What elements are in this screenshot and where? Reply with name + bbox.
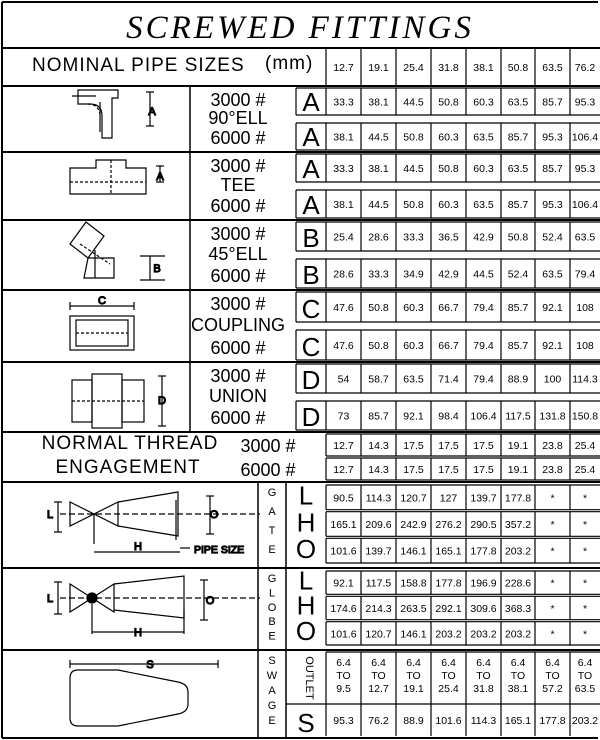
table-cell: 158.8 [400, 577, 427, 590]
table-cell: 63.5 [507, 96, 529, 109]
row-dimension-letter: A [302, 190, 320, 220]
valve-name-letter: T [268, 525, 276, 537]
valve-name-letter: A [268, 506, 276, 518]
table-cell: 95.3 [574, 163, 596, 175]
swage-name-letter: A [268, 685, 276, 697]
valve-name-letter: L [268, 587, 276, 600]
pipe-size-label: PIPE SIZE [194, 544, 245, 556]
table-cell: 263.5 [400, 603, 427, 615]
table-cell: 23.8 [542, 464, 563, 476]
table-cell: * [550, 492, 555, 505]
swage-outlet-cell: 57.2 [542, 683, 563, 695]
table-cell: 127 [439, 492, 458, 505]
swage-name-letter: S [268, 655, 276, 667]
valve-dimension-letter: O [295, 616, 317, 646]
table-cell: 60.3 [473, 163, 494, 175]
table-cell: 131.8 [539, 410, 566, 423]
fitting-name: UNION [209, 386, 267, 406]
table-cell: 34.9 [403, 268, 424, 281]
table-cell: 165.1 [435, 545, 462, 558]
table-cell: * [582, 519, 588, 531]
thread-label-1: NORMAL THREAD [41, 433, 219, 454]
table-cell: 95.3 [333, 715, 354, 727]
table-cell: 203.2 [470, 628, 497, 641]
table-cell: 33.3 [403, 231, 424, 244]
table-cell: * [550, 603, 555, 615]
table-cell: 63.5 [507, 163, 529, 175]
swage-outlet-cell: TO [577, 670, 593, 682]
swage-outlet-cell: TO [371, 670, 386, 682]
fitting-rating-3000: 3000 # [210, 156, 266, 176]
gate-h-label: H [134, 541, 142, 553]
table-cell: 368.3 [504, 603, 532, 615]
table-cell: 25.4 [574, 440, 596, 452]
fitting-rating-3000: 3000 # [210, 224, 266, 244]
table-cell: 92.1 [403, 410, 424, 423]
table-cell: 79.4 [473, 340, 494, 352]
table-cell: 63.5 [574, 231, 596, 244]
table-cell: 228.6 [504, 577, 532, 590]
nominal-size: 38.1 [473, 62, 494, 74]
swage-outlet-cell: 6.4 [510, 657, 526, 669]
swage-name-letter: G [267, 700, 277, 712]
union-dim-label: D [158, 395, 166, 407]
nominal-size: 76.2 [574, 62, 596, 74]
swage-outlet-cell: TO [441, 670, 456, 682]
table-cell: 38.1 [333, 199, 354, 211]
row-dimension-letter: B [302, 223, 320, 253]
table-cell: 203.2 [435, 628, 462, 641]
table-cell: 139.7 [365, 545, 392, 558]
elbow-45-icon [70, 222, 165, 280]
table-cell: 52.4 [542, 231, 563, 244]
table-cell: 12.7 [333, 440, 354, 452]
valve-name-letter: B [268, 616, 276, 629]
table-cell: 85.7 [507, 199, 529, 211]
swage-outlet-cell: 9.5 [336, 683, 351, 695]
table-cell: 196.9 [470, 577, 497, 590]
table-cell: 50.8 [368, 302, 389, 314]
table-cell: * [582, 603, 588, 615]
table-cell: 146.1 [400, 628, 427, 641]
table-cell: 177.8 [470, 545, 497, 558]
fitting-rating-3000: 3000 # [210, 294, 266, 314]
table-cell: 60.3 [403, 340, 424, 352]
table-cell: 25.4 [574, 464, 596, 476]
table-cell: 117.5 [365, 577, 392, 590]
table-cell: * [550, 545, 555, 558]
swage-outlet-cell: 12.7 [368, 683, 389, 695]
row-dimension-letter: D [301, 402, 321, 432]
table-cell: 60.3 [438, 199, 459, 211]
nominal-size: 12.7 [333, 62, 354, 74]
swage-outlet-cell: 6.4 [406, 657, 421, 669]
table-cell: 73 [337, 410, 350, 423]
swage-outlet-cell: 6.4 [336, 657, 351, 669]
swage-outlet-cell: 19.1 [403, 683, 424, 695]
elbow-90-dim-label: A [148, 106, 156, 118]
thread-rating: 3000 # [240, 436, 296, 456]
swage-outlet-cell: TO [545, 670, 560, 682]
table-cell: 63.5 [403, 373, 424, 386]
fitting-rating-6000: 6000 # [210, 128, 266, 148]
table-cell: 101.6 [330, 545, 357, 558]
swage-outlet-cell: 25.4 [438, 683, 459, 695]
table-cell: 85.7 [507, 340, 529, 352]
table-cell: 60.3 [403, 302, 424, 314]
table-cell: 309.6 [470, 603, 497, 615]
table-cell: 50.8 [438, 96, 459, 109]
table-cell: 108 [576, 340, 594, 352]
nominal-size: 50.8 [507, 62, 529, 74]
table-cell: 92.1 [333, 577, 354, 590]
table-cell: 50.8 [507, 231, 529, 244]
table-cell: * [582, 545, 588, 558]
table-cell: 357.2 [504, 519, 532, 531]
table-cell: 50.8 [438, 163, 459, 175]
coupling-dim-label: C [98, 295, 106, 307]
table-cell: 98.4 [438, 410, 459, 423]
table-cell: 50.8 [403, 131, 424, 144]
table-cell: 203.2 [504, 545, 532, 558]
nominal-sizes-label: NOMINAL PIPE SIZES [32, 55, 245, 76]
swage-outlet-cell: 31.8 [473, 683, 494, 695]
swage-outlet-cell: 6.4 [441, 657, 456, 669]
swage-outlet-cell: 38.1 [507, 683, 529, 695]
table-cell: 50.8 [368, 340, 389, 352]
table-cell: * [582, 577, 588, 590]
table-cell: 101.6 [435, 715, 462, 727]
table-cell: 33.3 [368, 268, 389, 281]
table-cell: 117.5 [505, 410, 531, 423]
table-cell: 242.9 [400, 519, 427, 531]
table-cell: 38.1 [333, 131, 354, 144]
table-cell: 17.5 [473, 440, 494, 452]
table-cell: * [550, 519, 555, 531]
table-cell: 17.5 [438, 440, 459, 452]
swage-outlet-cell: 6.4 [577, 657, 593, 669]
swage-icon [70, 660, 218, 726]
tee-dim-label: A [156, 171, 164, 183]
swage-outlet-cell: TO [476, 670, 491, 682]
table-cell: 88.9 [403, 715, 424, 727]
table-cell: 165.1 [330, 519, 357, 531]
table-cell: 47.6 [333, 340, 354, 352]
tee-icon [70, 160, 164, 194]
table-cell: 114.3 [572, 373, 598, 386]
table-cell: 42.9 [473, 231, 494, 244]
table-cell: 14.3 [368, 440, 389, 452]
valve-dimension-letter: L [298, 480, 314, 511]
table-cell: 203.2 [504, 628, 532, 641]
table-cell: 209.6 [365, 519, 392, 531]
swage-outlet-cell: 6.4 [371, 657, 386, 669]
valve-name-letter: E [268, 630, 276, 643]
row-dimension-letter: A [302, 122, 320, 152]
table-cell: 17.5 [438, 464, 459, 476]
table-cell: 85.7 [542, 163, 563, 175]
table-cell: 63.5 [542, 268, 563, 281]
valve-name-letter: G [267, 573, 277, 585]
swage-outlet-cell: TO [336, 670, 351, 682]
table-cell: 85.7 [368, 410, 389, 423]
table-cell: 90.5 [333, 492, 354, 505]
table-cell: * [550, 628, 555, 641]
fitting-rating-6000: 6000 # [210, 408, 266, 428]
row-dimension-letter: C [301, 294, 321, 324]
thread-label-2: ENGAGEMENT [55, 457, 201, 478]
swage-name-letter: W [266, 670, 278, 682]
table-cell: 214.3 [365, 603, 392, 615]
table-cell: 63.5 [473, 131, 494, 144]
swage-outlet-cell: TO [510, 670, 526, 682]
valve-name-letter: O [267, 601, 277, 614]
table-cell: 47.6 [333, 302, 354, 314]
table-cell: 60.3 [438, 131, 459, 144]
table-cell: 17.5 [403, 440, 424, 452]
table-cell: 38.1 [368, 96, 389, 109]
valve-dimension-letter: O [295, 534, 317, 564]
nominal-size: 19.1 [368, 62, 389, 74]
table-cell: 63.5 [473, 199, 494, 211]
gate-l-label: L [46, 509, 54, 521]
coupling-icon [70, 302, 134, 350]
table-cell: 120.7 [365, 628, 392, 641]
table-cell: 23.8 [542, 440, 563, 452]
row-dimension-letter: D [301, 365, 321, 395]
table-cell: * [582, 628, 588, 641]
table-cell: 177.8 [539, 715, 566, 727]
table-cell: 28.6 [368, 231, 389, 244]
valve-dimension-letter: L [298, 565, 314, 596]
globe-l-label: L [46, 593, 54, 605]
table-cell: 114.3 [365, 492, 392, 505]
table-cell: 174.6 [330, 603, 357, 615]
table-cell: 95.3 [542, 199, 563, 211]
row-dimension-letter: C [301, 332, 321, 362]
valve-name-letter: G [267, 487, 277, 499]
fitting-rating-3000: 3000 # [210, 90, 266, 110]
table-cell: 33.3 [333, 163, 354, 175]
page-title: SCREWED FITTINGS [126, 10, 474, 46]
table-cell: 50.8 [403, 199, 424, 211]
swage-dim-label: S [146, 659, 154, 671]
nominal-sizes-unit: (mm) [265, 53, 314, 74]
globe-h-label: H [134, 627, 142, 639]
table-cell: 19.1 [507, 440, 529, 452]
table-cell: 88.9 [507, 373, 529, 386]
table-cell: 101.6 [330, 628, 357, 641]
union-icon [72, 374, 166, 428]
table-cell: 79.4 [473, 373, 494, 386]
table-cell: 100 [543, 373, 562, 386]
table-cell: 95.3 [574, 96, 596, 109]
table-cell: 33.3 [333, 96, 354, 109]
table-cell: 106.4 [571, 131, 599, 144]
table-cell: 44.5 [403, 96, 424, 109]
swage-outlet-label: OUTLET [303, 656, 315, 700]
fitting-name: COUPLING [190, 315, 286, 335]
gate-o-label: O [209, 509, 219, 521]
table-cell: 85.7 [507, 131, 529, 144]
table-cell: 292.1 [435, 603, 462, 615]
table-cell: 114.3 [470, 715, 497, 727]
table-cell: 44.5 [403, 163, 424, 175]
table-cell: 14.3 [368, 464, 389, 476]
fitting-name: TEE [220, 175, 256, 195]
elbow-90-icon [72, 90, 154, 138]
table-cell: 44.5 [368, 131, 389, 144]
table-cell: 38.1 [368, 163, 389, 175]
table-cell: 44.5 [473, 268, 494, 281]
thread-rating: 6000 # [240, 460, 296, 480]
nominal-size: 63.5 [542, 62, 563, 74]
nominal-size: 25.4 [403, 62, 424, 74]
table-cell: 85.7 [542, 96, 563, 109]
table-cell: 85.7 [507, 302, 529, 314]
table-cell: 60.3 [473, 96, 494, 109]
table-cell: 203.2 [571, 715, 599, 727]
table-cell: 150.8 [571, 410, 599, 423]
table-cell: 66.7 [438, 340, 459, 352]
swage-outlet-cell: TO [406, 670, 421, 682]
fitting-rating-6000: 6000 # [210, 338, 266, 358]
table-cell: 54 [337, 373, 350, 386]
row-dimension-letter: A [302, 154, 320, 184]
table-cell: 120.7 [400, 492, 427, 505]
table-cell: 12.7 [333, 464, 354, 476]
table-cell: 79.4 [574, 268, 596, 281]
fitting-rating-6000: 6000 # [210, 196, 266, 216]
table-cell: 42.9 [438, 268, 459, 281]
table-cell: 106.4 [470, 410, 497, 423]
table-cell: 44.5 [368, 199, 389, 211]
swage-outlet-cell: 63.5 [574, 683, 596, 695]
table-cell: 92.1 [542, 302, 563, 314]
table-cell: 92.1 [542, 340, 563, 352]
table-cell: 71.4 [438, 373, 459, 386]
table-cell: 177.8 [435, 577, 462, 590]
row-dimension-letter: B [302, 260, 320, 290]
valve-name-letter: E [268, 544, 276, 556]
table-cell: 108 [576, 302, 594, 314]
table-cell: 52.4 [507, 268, 529, 281]
fitting-rating-3000: 3000 # [210, 366, 266, 386]
table-cell: 165.1 [504, 715, 532, 727]
table-cell: 36.5 [438, 231, 459, 244]
swage-name-letter: E [268, 715, 276, 727]
table-cell: * [582, 492, 588, 505]
table-cell: 58.7 [368, 373, 389, 386]
table-cell: 25.4 [333, 231, 354, 244]
table-cell: 76.2 [368, 715, 389, 727]
table-cell: 95.3 [542, 131, 563, 144]
table-cell: 17.5 [473, 464, 494, 476]
globe-valve-icon [54, 576, 260, 634]
table-cell: 106.4 [571, 199, 599, 211]
table-cell: 17.5 [403, 464, 424, 476]
swage-s-letter: S [297, 708, 315, 738]
table-cell: 290.5 [470, 519, 497, 531]
table-cell: 28.6 [333, 268, 354, 281]
table-cell: * [550, 577, 555, 590]
table-cell: 276.2 [435, 519, 462, 531]
fitting-name: 90°ELL [208, 108, 268, 128]
table-cell: 146.1 [400, 545, 427, 558]
valve-dimension-letter: H [296, 507, 316, 538]
table-cell: 139.7 [470, 492, 497, 505]
table-cell: 19.1 [507, 464, 529, 476]
swage-outlet-cell: 6.4 [545, 657, 560, 669]
nominal-size: 31.8 [438, 62, 459, 74]
globe-o-label: O [205, 595, 215, 607]
fitting-name: 45°ELL [208, 244, 268, 264]
fitting-rating-6000: 6000 # [210, 266, 266, 286]
valve-dimension-letter: H [296, 590, 316, 621]
table-cell: 177.8 [504, 492, 532, 505]
gate-valve-icon [54, 492, 260, 552]
elbow-45-dim-label: B [153, 263, 161, 275]
table-cell: 66.7 [438, 302, 459, 314]
swage-outlet-cell: 6.4 [476, 657, 491, 669]
row-dimension-letter: A [302, 87, 320, 117]
table-cell: 79.4 [473, 302, 494, 314]
